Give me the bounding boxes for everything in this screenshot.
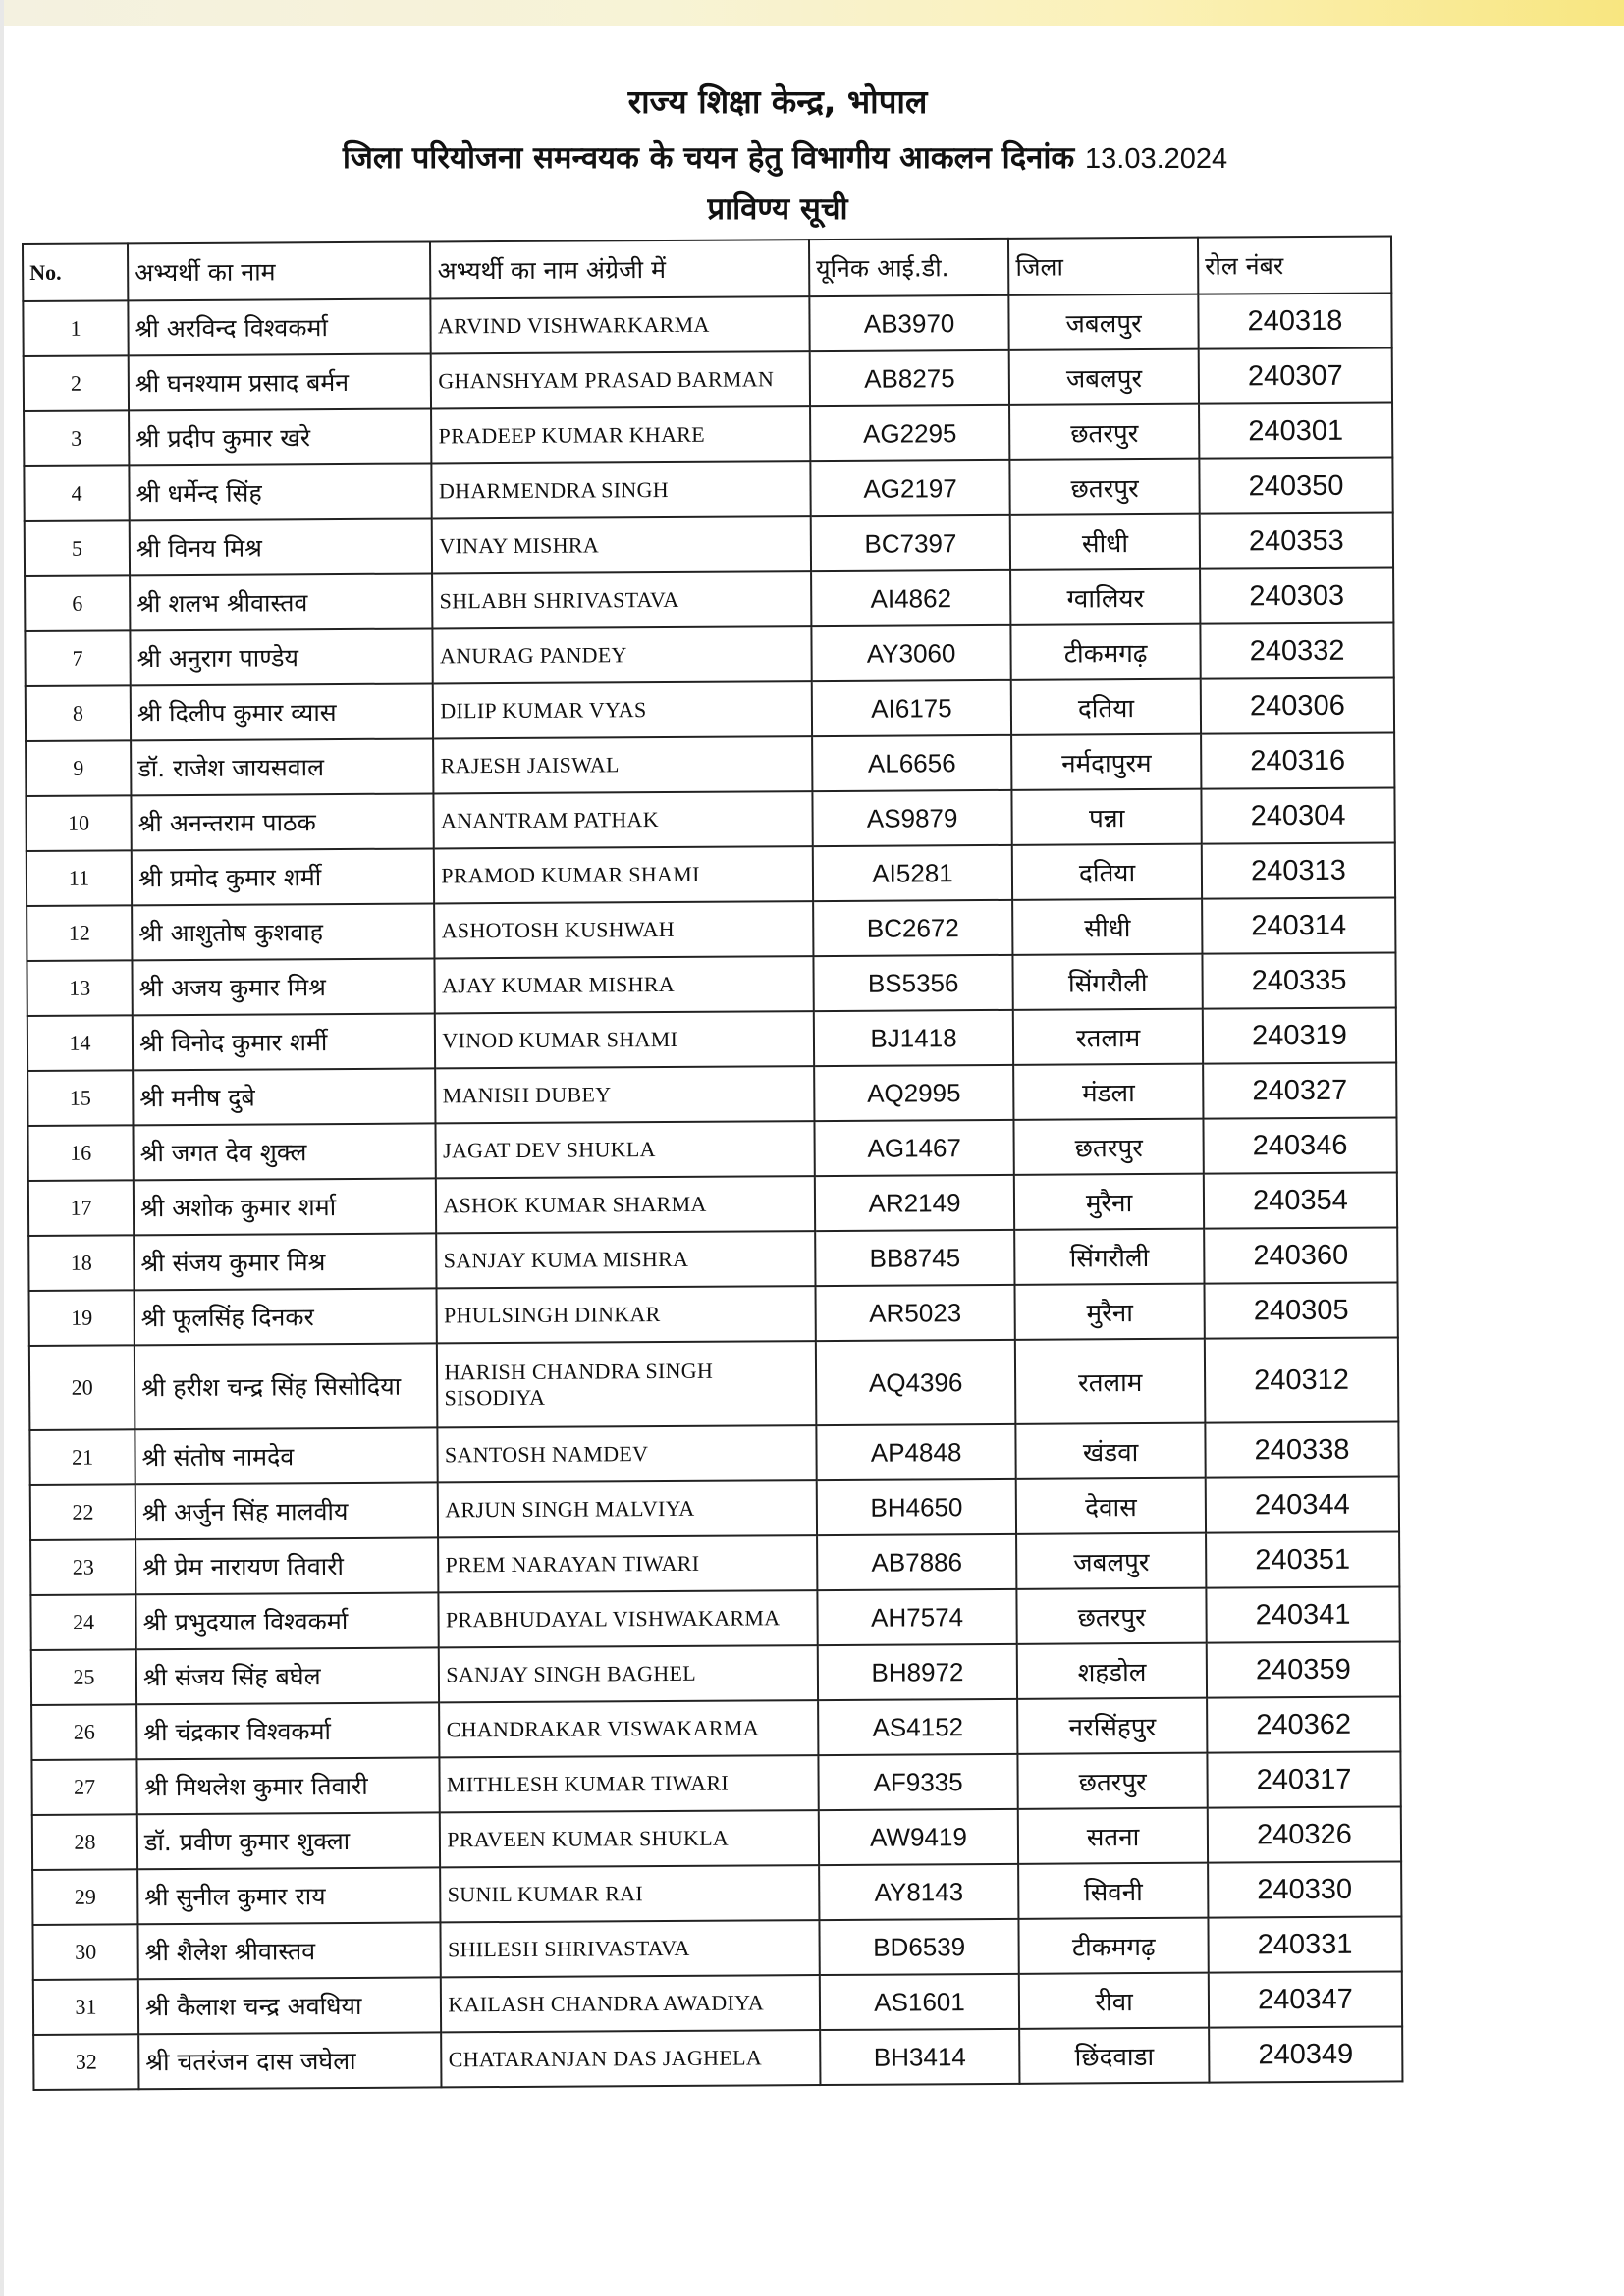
candidate-name-hindi: श्री चतरंजन दास जघेला [138, 2032, 442, 2089]
candidate-name-hindi: श्री अनन्तराम पाठक [131, 793, 434, 850]
serial-number: 26 [31, 1704, 136, 1760]
serial-number: 10 [26, 795, 131, 851]
serial-number: 19 [29, 1290, 135, 1346]
district: छतरपुर [1017, 1588, 1207, 1644]
col-header-no: No. [23, 243, 128, 301]
candidate-name-hindi: श्री संजय सिंह बघेल [136, 1647, 440, 1704]
unique-id: AR2149 [815, 1175, 1015, 1231]
unique-id: AG2197 [810, 460, 1010, 516]
table-row [31, 1696, 1400, 1760]
table-row [27, 1062, 1396, 1126]
candidate-name-english: DHARMENDRA SINGH [432, 461, 811, 518]
roll-number: 240354 [1204, 1172, 1397, 1228]
candidate-name-english: PHULSINGH DINKAR [437, 1286, 816, 1343]
candidate-name-hindi: श्री अजय कुमार मिश्र [133, 958, 436, 1015]
district: देवास [1016, 1478, 1206, 1534]
district: दतिया [1012, 844, 1202, 900]
table-row [32, 1916, 1401, 1980]
serial-number: 30 [32, 1924, 137, 1980]
candidate-name-hindi: श्री विनय मिश्र [130, 518, 433, 575]
roll-number: 240314 [1202, 897, 1395, 953]
serial-number: 31 [33, 1979, 138, 2035]
col-header-district: जिला [1008, 238, 1198, 295]
roll-number: 240306 [1201, 677, 1394, 733]
candidate-name-english: HARISH CHANDRA SINGH SISODIYA [437, 1341, 816, 1427]
district: सिंगरौली [1013, 954, 1203, 1010]
document-header [0, 79, 1624, 229]
table-body [23, 293, 1402, 2089]
subject-line [0, 136, 1624, 178]
candidate-name-english: SUNIL KUMAR RAI [441, 1865, 820, 1922]
candidate-name-english: PRAMOD KUMAR SHAMI [434, 846, 813, 903]
roll-number: 240349 [1209, 2026, 1402, 2082]
candidate-name-hindi: श्री विनोद कुमार शर्मी [133, 1013, 436, 1070]
serial-number: 24 [30, 1594, 135, 1650]
table-row [25, 512, 1393, 576]
table-row [27, 1117, 1396, 1181]
candidate-name-english: ANANTRAM PATHAK [434, 791, 813, 848]
candidate-name-english: MITHLESH KUMAR TIWARI [440, 1755, 819, 1812]
candidate-name-english: SHILESH SHRIVASTAVA [441, 1920, 820, 1977]
col-header-name-english-label: अभ्यर्थी का नाम अंग्रेजी में [437, 254, 667, 286]
roll-number: 240307 [1199, 347, 1392, 403]
unique-id: AF9335 [818, 1754, 1018, 1810]
candidate-name-english: PRABHUDAYAL VISHWAKARMA [439, 1590, 818, 1647]
district: सीधी [1012, 899, 1202, 955]
roll-number: 240360 [1204, 1227, 1397, 1283]
table-row [29, 1337, 1398, 1430]
candidate-name-hindi: श्री अनुराग पाण्डेय [130, 628, 433, 685]
district: मुरैना [1015, 1284, 1205, 1340]
candidate-name-hindi: श्री अशोक कुमार शर्मा [134, 1178, 437, 1235]
serial-number: 23 [30, 1539, 135, 1595]
candidate-name-english: KAILASH CHANDRA AWADIYA [441, 1975, 820, 2032]
unique-id: AI4862 [811, 570, 1011, 626]
table-row [31, 1641, 1400, 1705]
candidate-name-hindi: श्री घनश्याम प्रसाद बर्मन [129, 353, 432, 410]
table-header-row [23, 236, 1391, 301]
table-row [27, 897, 1395, 961]
candidate-name-hindi: श्री दिलीप कुमार व्यास [131, 683, 434, 740]
table-row [24, 347, 1392, 411]
unique-id: AY8143 [819, 1864, 1019, 1920]
candidate-name-english: ARJUN SINGH MALVIYA [438, 1480, 817, 1537]
district: नर्मदापुरम [1011, 734, 1201, 790]
district: रीवा [1019, 1973, 1209, 2029]
candidate-name-english: ANURAG PANDEY [433, 626, 812, 683]
serial-number: 20 [29, 1345, 135, 1430]
district: जबलपुर [1009, 294, 1199, 350]
candidate-name-hindi: श्री जगत देव शुक्ल [134, 1123, 437, 1180]
roll-number: 240344 [1206, 1476, 1399, 1532]
district: जबलपुर [1016, 1533, 1206, 1589]
table-row [24, 402, 1392, 466]
unique-id: AL6656 [812, 735, 1012, 791]
roll-number: 240350 [1199, 457, 1392, 513]
table-row [26, 677, 1394, 741]
district: सतना [1018, 1808, 1208, 1864]
unique-id: AQ4396 [816, 1340, 1016, 1425]
candidate-name-hindi: श्री संतोष नामदेव [135, 1427, 438, 1484]
roll-number: 240301 [1199, 402, 1392, 458]
candidate-name-hindi: श्री संजय कुमार मिश्र [134, 1233, 437, 1290]
unique-id: AS4152 [818, 1699, 1018, 1755]
candidate-name-english: ASHOTOSH KUSHWAH [435, 901, 814, 958]
unique-id: AH7574 [817, 1589, 1017, 1645]
candidate-name-hindi: श्री कैलाश चन्द्र अवधिया [138, 1977, 442, 2034]
district: शहडोल [1017, 1643, 1207, 1699]
serial-number: 12 [27, 905, 132, 961]
candidate-name-hindi: श्री अर्जुन सिंह मालवीय [135, 1482, 439, 1539]
serial-number: 9 [26, 740, 131, 796]
roll-number: 240305 [1204, 1282, 1397, 1338]
roll-number: 240313 [1202, 842, 1395, 898]
roll-number: 240318 [1198, 293, 1391, 348]
unique-id: AI5281 [813, 845, 1013, 901]
roll-number: 240312 [1205, 1337, 1399, 1422]
table-row [31, 1751, 1400, 1815]
roll-number: 240335 [1202, 952, 1395, 1008]
district: सिंगरौली [1014, 1229, 1204, 1285]
candidate-name-hindi: श्री अरविन्द विश्वकर्मा [128, 298, 431, 355]
candidate-name-english: RAJESH JAISWAL [433, 736, 812, 793]
serial-number: 21 [29, 1429, 135, 1485]
table-row [33, 1971, 1402, 2035]
candidate-name-hindi: श्री प्रभुदयाल विश्वकर्मा [135, 1592, 439, 1649]
table-row [25, 567, 1393, 631]
unique-id: AW9419 [819, 1809, 1019, 1865]
table-row [30, 1476, 1399, 1540]
merit-list-table [22, 235, 1403, 2090]
roll-number: 240359 [1207, 1641, 1400, 1697]
col-header-unique-id: यूनिक आई.डी. [809, 239, 1009, 296]
candidate-name-hindi: श्री सुनील कुमार राय [137, 1867, 441, 1924]
district: जबलपुर [1009, 349, 1199, 405]
roll-number: 240338 [1205, 1421, 1398, 1477]
candidate-name-english: SHLABH SHRIVASTAVA [432, 571, 811, 628]
candidate-name-english: JAGAT DEV SHUKLA [436, 1121, 815, 1178]
unique-id: AY3060 [811, 625, 1011, 681]
unique-id: BC2672 [813, 900, 1013, 956]
unique-id: AR5023 [815, 1285, 1015, 1341]
table-row [24, 457, 1392, 521]
serial-number: 14 [27, 1015, 133, 1071]
roll-number: 240346 [1203, 1117, 1396, 1173]
roll-number: 240341 [1206, 1586, 1399, 1642]
unique-id: BH4650 [817, 1479, 1017, 1535]
table-row [27, 952, 1395, 1016]
candidate-name-english: SANTOSH NAMDEV [438, 1425, 817, 1482]
district: नरसिंहपुर [1017, 1698, 1207, 1754]
roll-number: 240327 [1203, 1062, 1396, 1118]
serial-number: 32 [33, 2034, 138, 2090]
candidate-name-hindi: डॉ. राजेश जायसवाल [131, 738, 434, 795]
roll-number: 240330 [1208, 1861, 1401, 1917]
col-header-name-english [430, 240, 809, 298]
candidate-name-hindi: श्री प्रदीप कुमार खरे [129, 408, 432, 465]
unique-id: AS9879 [812, 790, 1012, 846]
roll-number: 240317 [1207, 1751, 1400, 1807]
unique-id: AB8275 [810, 350, 1010, 406]
unique-id: AQ2995 [814, 1065, 1014, 1121]
district: छतरपुर [1014, 1119, 1204, 1175]
unique-id: AG2295 [810, 405, 1010, 461]
table-row [26, 732, 1394, 796]
serial-number: 11 [27, 850, 132, 906]
candidate-name-english: GHANSHYAM PRASAD BARMAN [431, 351, 810, 408]
candidate-name-hindi: श्री शलभ श्रीवास्तव [130, 573, 433, 630]
roll-number: 240353 [1200, 512, 1393, 568]
candidate-name-hindi: श्री मनीष दुबे [133, 1068, 436, 1125]
unique-id: BC7397 [811, 515, 1011, 571]
district: टीकमगढ़ [1011, 624, 1201, 680]
serial-number: 4 [24, 465, 129, 521]
roll-number: 240316 [1201, 732, 1394, 788]
unique-id: BH8972 [818, 1644, 1018, 1700]
serial-number: 2 [24, 355, 129, 411]
org-title: राज्य शिक्षा केन्द्र, भोपाल [627, 82, 928, 121]
district: मुरैना [1014, 1174, 1204, 1230]
candidate-name-english: CHANDRAKAR VISWAKARMA [439, 1700, 818, 1757]
district: छतरपुर [1009, 404, 1199, 460]
table-row [33, 2026, 1402, 2090]
serial-number: 5 [25, 520, 130, 576]
district: रतलाम [1013, 1009, 1203, 1065]
district: रतलाम [1015, 1339, 1205, 1424]
candidate-name-hindi: श्री आशुतोष कुशवाह [132, 903, 435, 960]
serial-number: 15 [27, 1070, 133, 1126]
district: खंडवा [1016, 1423, 1206, 1479]
table-row [29, 1421, 1398, 1485]
roll-number: 240362 [1207, 1696, 1400, 1752]
serial-number: 22 [30, 1484, 135, 1540]
district: पन्ना [1012, 789, 1202, 845]
district: सीधी [1010, 514, 1200, 570]
candidate-name-hindi: श्री हरीश चन्द्र सिंह सिसोदिया [135, 1343, 438, 1429]
candidate-name-hindi: श्री चंद्रकार विश्वकर्मा [136, 1702, 440, 1759]
unique-id: AB3970 [809, 295, 1009, 351]
candidate-name-hindi: श्री धर्मेन्द सिंह [129, 463, 432, 520]
serial-number: 27 [31, 1759, 136, 1815]
candidate-name-hindi: श्री शैलेश श्रीवास्तव [138, 1922, 442, 1979]
candidate-name-english: PREM NARAYAN TIWARI [438, 1535, 817, 1592]
unique-id: BJ1418 [814, 1010, 1014, 1066]
district: छतरपुर [1018, 1753, 1208, 1809]
candidate-name-english: DILIP KUMAR VYAS [433, 681, 812, 738]
district: सिवनी [1018, 1863, 1208, 1919]
candidate-name-english: ASHOK KUMAR SHARMA [436, 1176, 815, 1233]
paper-stain [0, 0, 1624, 26]
serial-number: 1 [23, 300, 128, 356]
candidate-name-english: PRAVEEN KUMAR SHUKLA [440, 1810, 819, 1867]
district: छिंदवाडा [1019, 2028, 1209, 2084]
serial-number: 13 [27, 960, 132, 1016]
table-row [23, 293, 1391, 356]
serial-number: 7 [25, 630, 130, 686]
unique-id: BH3414 [820, 2029, 1020, 2085]
roll-number: 240326 [1208, 1806, 1401, 1862]
unique-id: BD6539 [819, 1919, 1019, 1975]
roll-number: 240319 [1203, 1007, 1396, 1063]
assessment-date: 13.03.2024 [1085, 143, 1228, 175]
unique-id: AS1601 [820, 1974, 1020, 2030]
district: छतरपुर [1010, 459, 1200, 515]
candidate-name-english: VINOD KUMAR SHAMI [435, 1011, 814, 1068]
candidate-name-hindi: श्री प्रमोद कुमार शर्मी [132, 848, 435, 905]
subject-text: जिला परियोजना समन्वयक के चयन हेतु विभागीय आकलन दिनांक [342, 140, 1075, 176]
table-row [28, 1227, 1397, 1291]
candidate-name-english: VINAY MISHRA [432, 516, 811, 573]
roll-number: 240303 [1200, 567, 1393, 623]
col-header-name-hindi: अभ्यर्थी का नाम [128, 241, 431, 300]
serial-number: 18 [28, 1235, 134, 1291]
serial-number: 8 [26, 685, 131, 741]
candidate-name-english: ARVIND VISHWARKARMA [431, 296, 810, 353]
candidate-name-english: SANJAY SINGH BAGHEL [439, 1645, 818, 1702]
candidate-name-hindi: श्री मिथलेश कुमार तिवारी [136, 1757, 440, 1814]
unique-id: BB8745 [815, 1230, 1015, 1286]
roll-number: 240332 [1200, 622, 1393, 678]
table-row [32, 1806, 1401, 1870]
candidate-name-english: CHATARANJAN DAS JAGHELA [442, 2030, 821, 2087]
page-edge [0, 0, 4, 2296]
candidate-name-english: MANISH DUBEY [436, 1066, 815, 1123]
candidate-name-english: SANJAY KUMA MISHRA [437, 1231, 816, 1288]
table-row [28, 1172, 1397, 1236]
district: मंडला [1013, 1064, 1203, 1120]
candidate-name-hindi: श्री फूलसिंह दिनकर [135, 1288, 438, 1345]
serial-number: 29 [32, 1869, 137, 1925]
unique-id: BS5356 [813, 955, 1013, 1011]
table-row [32, 1861, 1401, 1925]
table-row [30, 1531, 1399, 1595]
unique-id: AB7886 [817, 1534, 1017, 1590]
table-row [30, 1586, 1399, 1650]
candidate-name-hindi: श्री प्रेम नारायण तिवारी [135, 1537, 439, 1594]
candidate-name-english: AJAY KUMAR MISHRA [435, 956, 814, 1013]
roll-number: 240331 [1208, 1916, 1401, 1972]
list-title: प्राविण्य सूची [707, 191, 848, 227]
roll-number: 240304 [1201, 787, 1394, 843]
table-row [29, 1282, 1398, 1346]
table-row [27, 1007, 1396, 1071]
district: ग्वालियर [1010, 569, 1200, 625]
roll-number: 240347 [1209, 1971, 1402, 2027]
roll-number: 240351 [1206, 1531, 1399, 1587]
table-row [27, 842, 1395, 906]
district: दतिया [1011, 679, 1201, 735]
serial-number: 25 [31, 1649, 136, 1705]
serial-number: 3 [24, 410, 129, 466]
unique-id: AP4848 [816, 1424, 1016, 1480]
unique-id: AI6175 [812, 680, 1012, 736]
col-header-roll-no: रोल नंबर [1198, 236, 1391, 294]
unique-id: AG1467 [814, 1120, 1014, 1176]
candidate-name-english: PRADEEP KUMAR KHARE [431, 406, 810, 463]
serial-number: 17 [28, 1180, 134, 1236]
table-row [26, 787, 1394, 851]
district: टीकमगढ़ [1019, 1918, 1209, 1974]
serial-number: 6 [25, 575, 130, 631]
table-row [25, 622, 1393, 686]
serial-number: 28 [32, 1814, 137, 1870]
candidate-name-hindi: डॉ. प्रवीण कुमार शुक्ला [137, 1812, 441, 1869]
serial-number: 16 [27, 1125, 133, 1181]
